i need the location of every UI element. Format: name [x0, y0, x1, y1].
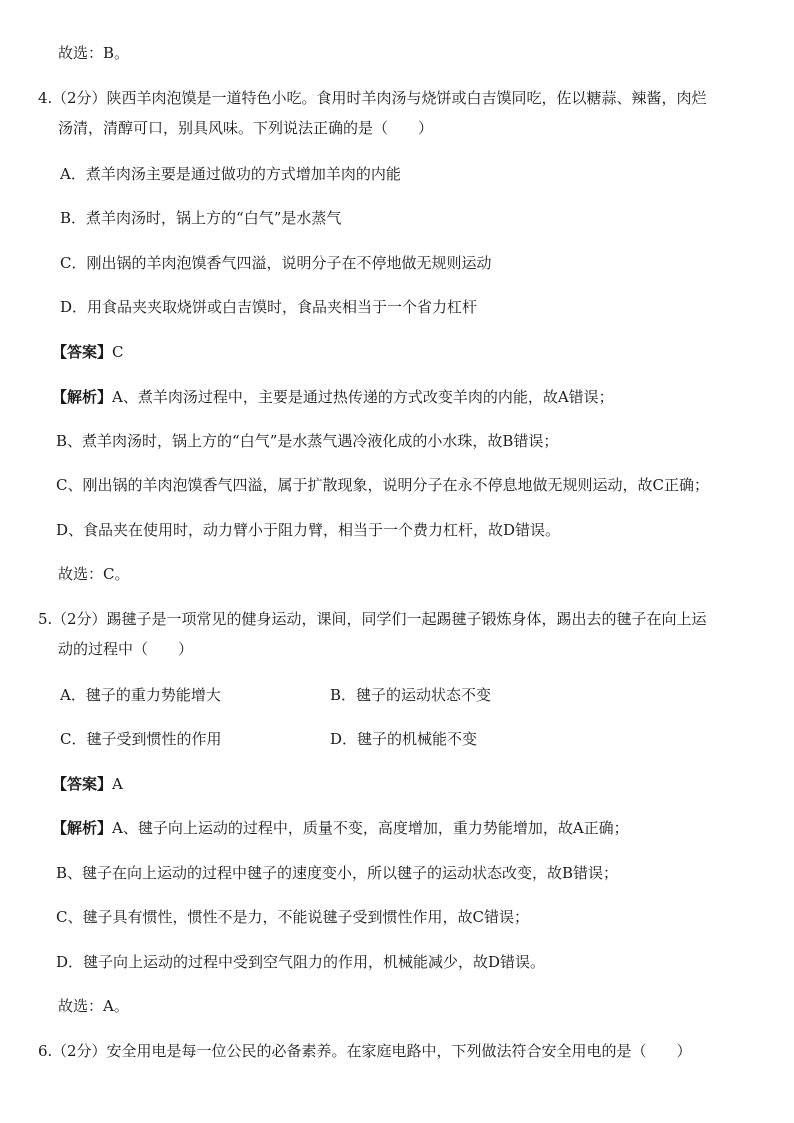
- answer-value: C: [112, 343, 124, 361]
- q5-conclusion: 故选：A。: [58, 997, 129, 1015]
- answer-tag: 【答案】: [52, 343, 113, 361]
- q5-analysis-c: C、毽子具有惯性，惯性不是力，不能说毽子受到惯性作用，故C错误；: [56, 908, 529, 926]
- q5-number: 5.: [38, 610, 53, 628]
- q4-stem-line1: （2分）陕西羊肉泡馍是一道特色小吃。食用时羊肉汤与烧饼或白吉馍同吃，佐以糖蒜、辣酱，肉烂: [52, 89, 707, 107]
- q5-option-b: B．毽子的运动状态不变: [330, 686, 492, 704]
- q4-analysis-a: [52, 387, 614, 407]
- q4-stem-line2: 汤清，清醇可口，别具风味。下列说法正确的是（ ）: [58, 119, 434, 137]
- prev-conclusion: 故选：B。: [58, 44, 130, 62]
- q5-stem-line1: （2分）踢毽子是一项常见的健身运动，课间，同学们一起踢毽子锻炼身体，踢出去的毽子在向上运: [52, 610, 707, 628]
- q5-option-c: C．毽子受到惯性的作用: [60, 730, 222, 748]
- q5-answer: [52, 774, 123, 794]
- answer-value: A: [112, 775, 123, 793]
- analysis-text: A、毽子向上运动的过程中，质量不变，高度增加，重力势能增加，故A正确；: [112, 819, 629, 837]
- q4-option-a: A．煮羊肉汤主要是通过做功的方式增加羊肉的内能: [60, 165, 401, 183]
- q5-option-d: D．毽子的机械能不变: [330, 730, 478, 748]
- q4-analysis-d: D、食品夹在使用时，动力臂小于阻力臂，相当于一个费力杠杆，故D错误。: [56, 521, 561, 539]
- analysis-tag: 【解析】: [52, 819, 113, 837]
- q5-analysis-a: [52, 818, 629, 838]
- q4-analysis-b: B、煮羊肉汤时，锅上方的“白气”是水蒸气遇冷液化成的小水珠，故B错误；: [56, 432, 559, 450]
- q4-option-b: B．煮羊肉汤时，锅上方的“白气”是水蒸气: [60, 209, 342, 227]
- q5-option-a: A．毽子的重力势能增大: [60, 686, 221, 704]
- q4-number: 4.: [38, 89, 53, 107]
- q6-stem-line1: （2分）安全用电是每一位公民的必备素养。在家庭电路中，下列做法符合安全用电的是（ ）: [52, 1042, 692, 1060]
- analysis-text: A、煮羊肉汤过程中，主要是通过热传递的方式改变羊肉的内能，故A错误；: [112, 388, 614, 406]
- q5-analysis-b: B、毽子在向上运动的过程中毽子的速度变小，所以毽子的运动状态改变，故B错误；: [56, 864, 619, 882]
- q4-answer: [52, 342, 124, 362]
- q5-analysis-d: D．毽子向上运动的过程中受到空气阻力的作用，机械能减少，故D错误。: [56, 953, 546, 971]
- q6-number: 6.: [38, 1042, 53, 1060]
- analysis-tag: 【解析】: [52, 388, 113, 406]
- q4-option-c: C．刚出锅的羊肉泡馍香气四溢，说明分子在不停地做无规则运动: [60, 254, 492, 272]
- q4-conclusion: 故选：C。: [58, 565, 130, 583]
- q4-option-d: D．用食品夹夹取烧饼或白吉馍时，食品夹相当于一个省力杠杆: [60, 298, 478, 316]
- q5-stem-line2: 动的过程中（ ）: [58, 640, 194, 658]
- q4-analysis-c: C、刚出锅的羊肉泡馍香气四溢，属于扩散现象，说明分子在永不停息地做无规则运动，故C正确；: [56, 476, 709, 494]
- answer-tag: 【答案】: [52, 775, 113, 793]
